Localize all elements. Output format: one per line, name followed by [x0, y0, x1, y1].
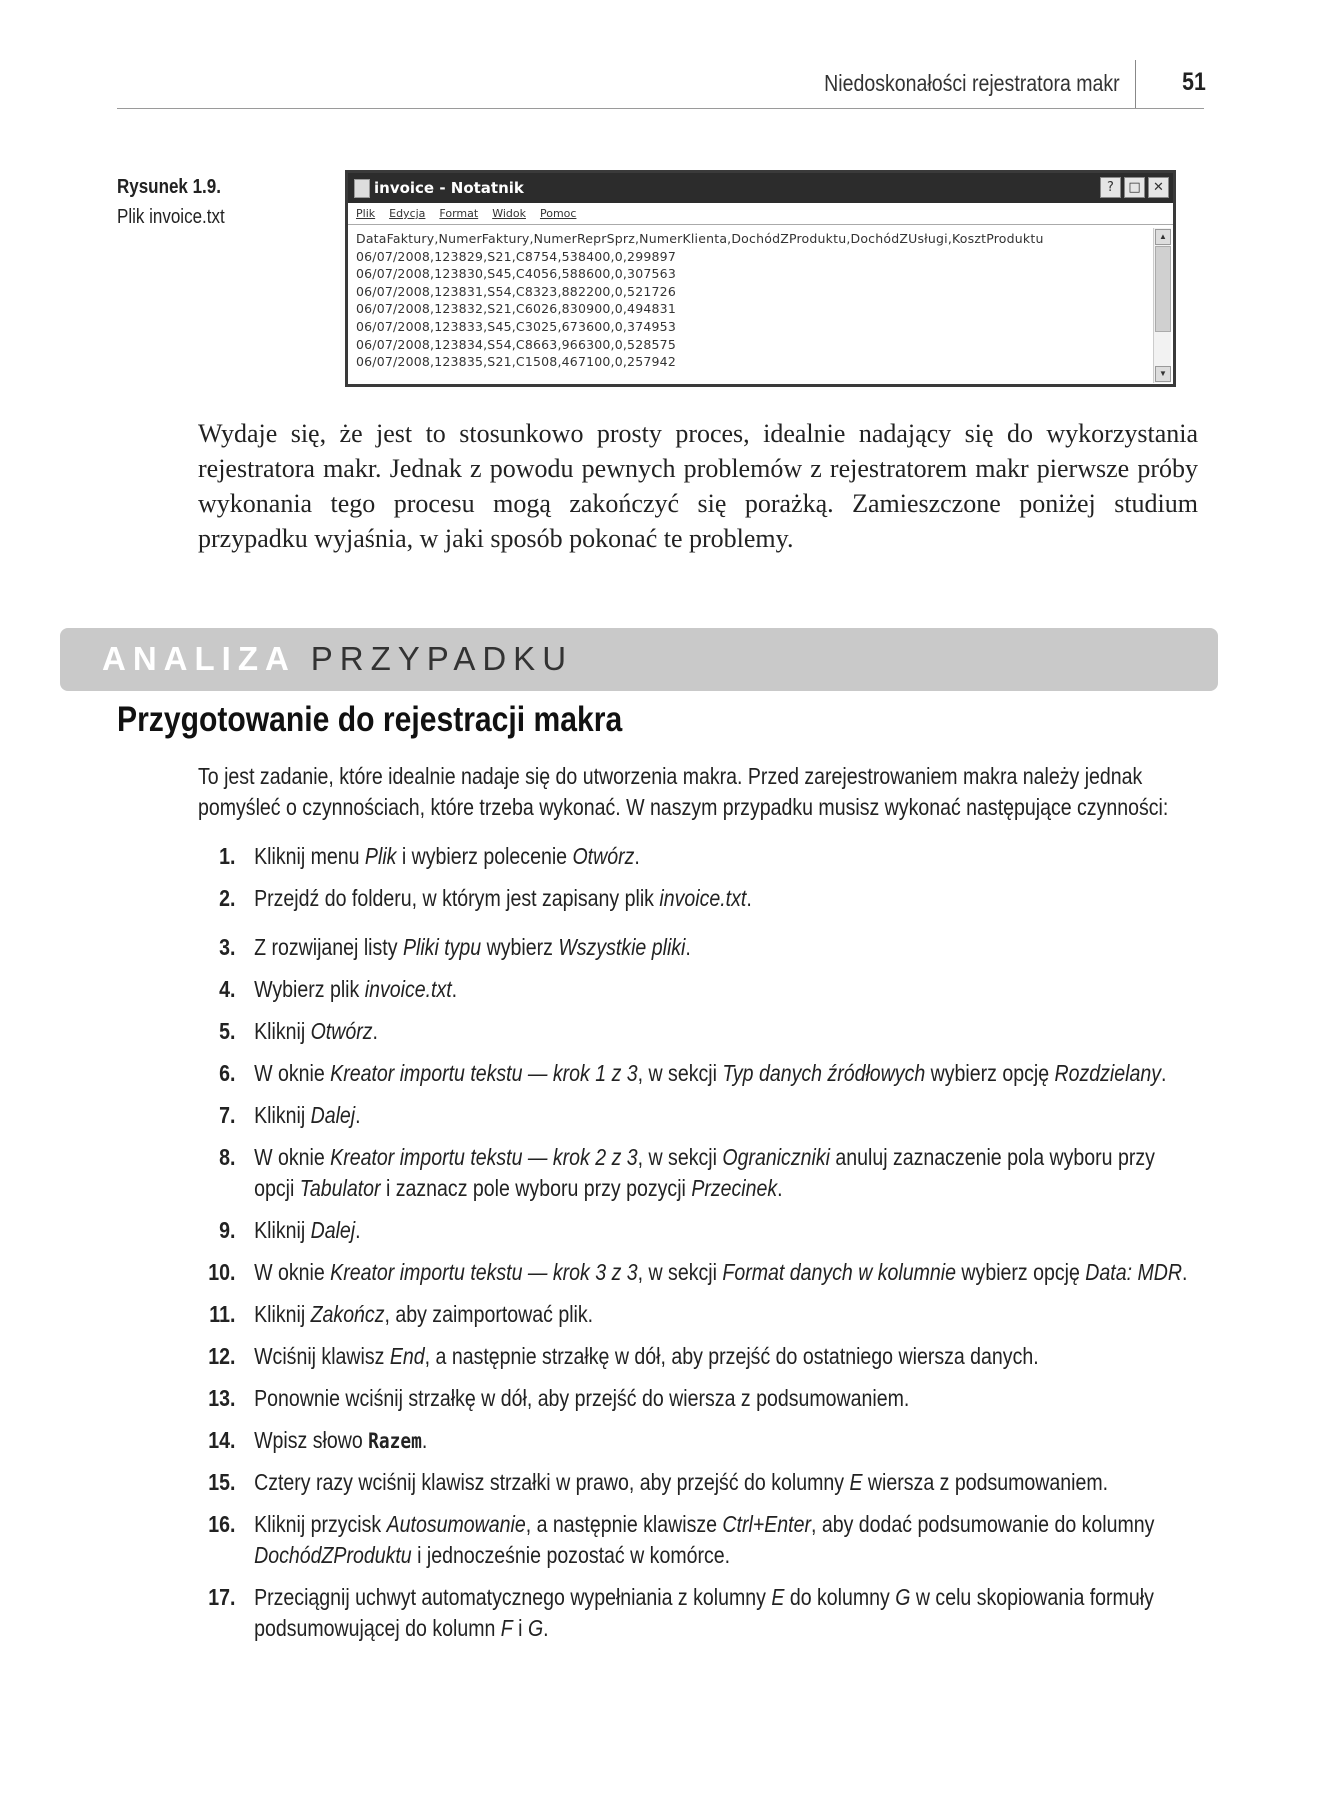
- close-button[interactable]: ✕: [1148, 177, 1169, 198]
- step-text: W oknie Kreator importu tekstu — krok 3 z 3, w sekcji Format danych w kolumnie wybierz opcję Data: MDR.: [254, 1259, 1188, 1285]
- case-study-label: [102, 640, 573, 678]
- notepad-text-area[interactable]: [356, 230, 1044, 371]
- step-text: Cztery razy wciśnij klawisz strzałki w prawo, aby przejść do kolumny E wiersza z podsumowaniem.: [254, 1469, 1109, 1495]
- step-number: 13.: [208, 1385, 236, 1411]
- step-text: Kliknij przycisk Autosumowanie, a następnie klawisze Ctrl+Enter, aby dodać podsumowanie do kolumny DochódZProduktu i jednocześnie pozostać w komórce.: [254, 1511, 1155, 1568]
- notepad-title: invoice - Notatnik: [374, 179, 524, 197]
- running-header: [117, 60, 1204, 109]
- step-text: Kliknij Otwórz.: [254, 1018, 378, 1044]
- step-number: 17.: [208, 1584, 236, 1610]
- notepad-line: 06/07/2008,123834,S54,C8663,966300,0,528575: [356, 336, 676, 352]
- notepad-window: [345, 170, 1176, 387]
- notepad-line: 06/07/2008,123830,S45,C4056,588600,0,307563: [356, 266, 676, 282]
- step-number: 5.: [219, 1018, 236, 1044]
- case-study-word1: ANALIZA: [102, 640, 295, 677]
- step-text: Przeciągnij uchwyt automatycznego wypełniania z kolumny E do kolumny G w celu skopiowania formuły podsumowującej do kolumn F i G.: [254, 1584, 1154, 1641]
- maximize-button[interactable]: □: [1124, 177, 1145, 198]
- step-text: W oknie Kreator importu tekstu — krok 1 z 3, w sekcji Typ danych źródłowych wybierz opcję Rozdzielany.: [254, 1060, 1167, 1086]
- step-text: Z rozwijanej listy Pliki typu wybierz Wszystkie pliki.: [254, 934, 691, 960]
- notepad-line: 06/07/2008,123829,S21,C8754,538400,0,299897: [356, 248, 676, 264]
- step-text: Przejdź do folderu, w którym jest zapisany plik invoice.txt.: [254, 885, 752, 911]
- notepad-icon: [354, 179, 370, 198]
- step-text: Kliknij Zakończ, aby zaimportować plik.: [254, 1301, 594, 1327]
- notepad-line: DataFaktury,NumerFaktury,NumerReprSprz,NumerKlienta,DochódZProduktu,DochódZUsługi,KosztProduktu: [356, 231, 1044, 246]
- intro-paragraph: Wydaje się, że jest to stosunkowo prosty proces, idealnie nadający się do wykorzystania rejestratora makr. Jednak z powodu pewnych problemów z rejestratorem makr pierwsze próby wykonania tego procesu mogą zakończyć się porażką. Zamieszczone poniżej studium przypadku wyjaśnia, w jaki sposób pokonać te problemy.: [198, 419, 1198, 553]
- notepad-scrollbar[interactable]: [1153, 228, 1171, 383]
- notepad-line: 06/07/2008,123835,S21,C1508,467100,0,257942: [356, 354, 676, 370]
- step-number: 8.: [219, 1144, 236, 1170]
- step-number: 12.: [208, 1343, 236, 1369]
- notepad-menubar: [348, 203, 1173, 225]
- section-title: Przygotowanie do rejestracji makra: [117, 700, 623, 739]
- step-text: Kliknij Dalej.: [254, 1102, 361, 1128]
- step-number: 9.: [219, 1217, 236, 1243]
- step-number: 2.: [219, 885, 236, 911]
- menu-file[interactable]: Plik: [356, 207, 376, 220]
- section-intro: To jest zadanie, które idealnie nadaje się do utworzenia makra. Przed zarejestrowaniem makra należy jednak pomyśleć o czynnościach, które trzeba wykonać. W naszym przypadku musisz wykonać następujące czynności:: [198, 763, 1169, 820]
- page-number: 51: [1182, 68, 1206, 96]
- case-study-band: [60, 628, 1218, 691]
- notepad-titlebar: [348, 173, 1173, 203]
- figure-number: Rysunek 1.9.: [117, 176, 221, 198]
- header-divider: [1135, 60, 1136, 108]
- help-button[interactable]: ?: [1100, 177, 1121, 198]
- scroll-thumb[interactable]: [1155, 246, 1171, 332]
- step-number: 11.: [209, 1301, 236, 1327]
- step-number: 14.: [208, 1427, 236, 1453]
- step-number: 10.: [208, 1259, 236, 1285]
- step-text: Kliknij menu Plik i wybierz polecenie Otwórz.: [254, 843, 640, 869]
- step-number: 1.: [219, 843, 236, 869]
- case-study-word2: PRZYPADKU: [310, 640, 574, 677]
- figure-caption: [117, 172, 225, 232]
- step-number: 16.: [208, 1511, 236, 1537]
- step-number: 4.: [219, 976, 236, 1002]
- notepad-line: 06/07/2008,123832,S21,C6026,830900,0,494831: [356, 301, 676, 317]
- step-number: 3.: [219, 934, 236, 960]
- step-text: Wciśnij klawisz End, a następnie strzałkę w dół, aby przejść do ostatniego wiersza danych.: [254, 1343, 1039, 1369]
- step-text: Wpisz słowo Razem.: [254, 1427, 428, 1453]
- scroll-down-icon[interactable]: ▼: [1155, 366, 1171, 382]
- step-text: Wybierz plik invoice.txt.: [254, 976, 458, 1002]
- running-title: Niedoskonałości rejestratora makr: [824, 70, 1120, 96]
- menu-help[interactable]: Pomoc: [539, 207, 577, 220]
- step-number: 15.: [208, 1469, 236, 1495]
- menu-edit[interactable]: Edycja: [389, 207, 426, 220]
- step-number: 7.: [219, 1102, 236, 1128]
- menu-view[interactable]: Widok: [492, 207, 526, 220]
- scroll-up-icon[interactable]: ▲: [1155, 229, 1171, 245]
- step-text: Kliknij Dalej.: [254, 1217, 361, 1243]
- menu-format[interactable]: Format: [439, 207, 479, 220]
- step-number: 6.: [219, 1060, 236, 1086]
- step-text: Ponownie wciśnij strzałkę w dół, aby przejść do wiersza z podsumowaniem.: [254, 1385, 910, 1411]
- notepad-line: 06/07/2008,123833,S45,C3025,673600,0,374953: [356, 318, 676, 334]
- notepad-line: 06/07/2008,123831,S54,C8323,882200,0,521726: [356, 283, 676, 299]
- figure-caption-text: Plik invoice.txt: [117, 206, 225, 228]
- step-text: W oknie Kreator importu tekstu — krok 2 z 3, w sekcji Ograniczniki anuluj zaznaczenie pola wyboru przy opcji Tabulator i zaznacz pole wyboru przy pozycji Przecinek.: [254, 1144, 1155, 1201]
